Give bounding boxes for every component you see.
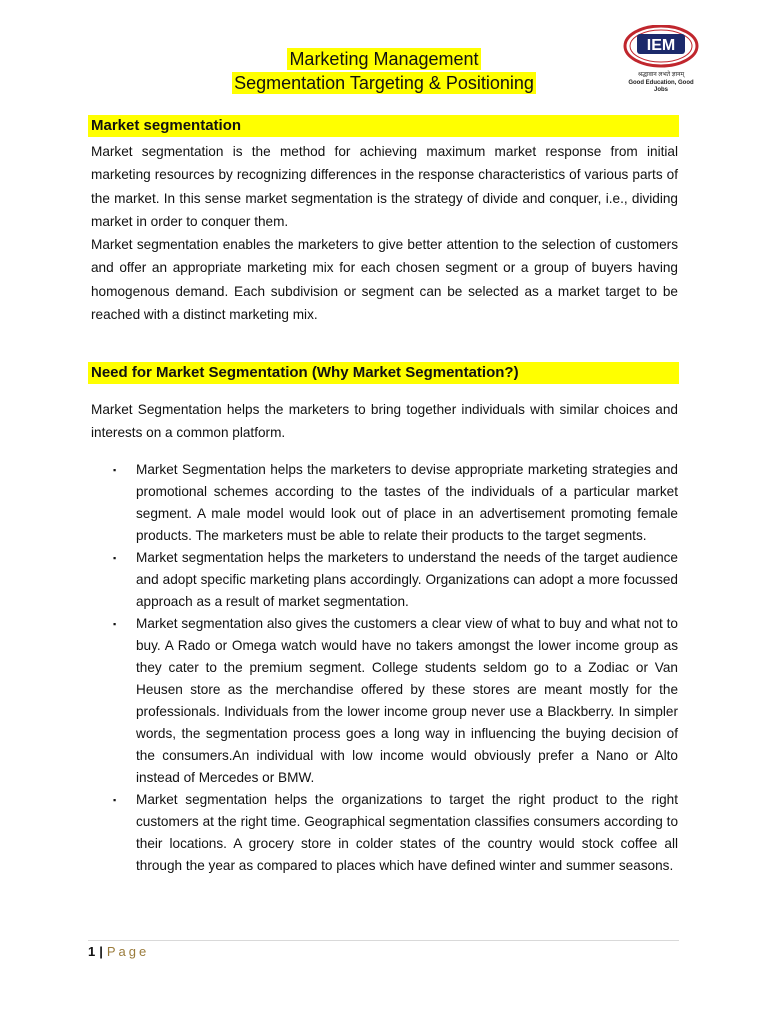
bullet-marker: ▪ [113, 795, 117, 805]
paragraph-need-intro: Market Segmentation helps the marketers to bring together individuals with similar choices and interests on a common platform. [91, 402, 678, 441]
logo-acronym: IEM [646, 37, 676, 54]
page-label: Page [106, 944, 150, 959]
paragraph-definition: Market segmentation is the method for achieving maximum market response from initial marketing resources by recognizing differences in the response characteristics of various parts of the market. In this sense market segmentation is the strategy of divide and conquer, i.e., dividing market in order to conquer them. [91, 144, 678, 229]
need-bullet-list [91, 459, 678, 877]
list-item [91, 547, 678, 613]
bullet-text: Market segmentation also gives the customers a clear view of what to buy and what not to buy. A Rado or Omega watch would have no takers amongst the lower income group as they cater to the premium segment. College students seldom go to a Zodiac or Van Heusen store as the merchandise offered by these stores are meant mostly for the professionals. Individuals from the lower income group never use a Blackberry. In simpler words, the segmentation process goes a long way in influencing the buying decision of the consumers.An individual with low income would obviously prefer a Nano or Alto instead of Mercedes or BMW. [136, 616, 678, 785]
page-number: 1 [88, 944, 96, 959]
logo-tagline-hindi: श्रद्धावान लभते ज्ञानम् [637, 72, 685, 78]
bullet-text: Market segmentation helps the organizations to target the right product to the right customers at the right time. Geographical segmentation classifies consumers according to their locations. A grocery store in colder states of the country would stock coffee all through the year as compared to places which have defined winter and summer seasons. [136, 792, 678, 873]
bullet-text: Market Segmentation helps the marketers to devise appropriate marketing strategies and promotional schemes according to the tastes of the individuals of a particular market segment. A male model would look out of place in an advertisement promoting female products. The marketers must be able to relate their products to the target segments. [136, 462, 678, 543]
page-footer [88, 943, 149, 961]
bullet-text: Market segmentation helps the marketers to understand the needs of the target audience and adopt specific marketing plans accordingly. Organizations can adopt a more focussed approach as a result of market segmentation. [136, 550, 678, 609]
bullet-marker: ▪ [113, 619, 117, 629]
list-item [91, 459, 678, 547]
list-item [91, 789, 678, 877]
heading-need-for-segmentation: Need for Market Segmentation (Why Market Segmentation?) [88, 362, 679, 384]
bullet-marker: ▪ [113, 553, 117, 563]
logo-tagline-english: Good Education, Good Jobs [628, 80, 694, 93]
footer-divider [88, 940, 679, 941]
bullet-marker: ▪ [113, 465, 117, 475]
footer-separator: | [99, 944, 103, 959]
title-line-1: Marketing Management [289, 49, 479, 69]
heading-market-segmentation: Market segmentation [88, 115, 679, 137]
iem-logo-emblem [623, 25, 699, 71]
list-item [91, 613, 678, 789]
iem-logo [623, 25, 699, 93]
paragraph-benefits: Market segmentation enables the marketers to give better attention to the selection of customers and offer an appropriate marketing mix for each chosen segment or a group of buyers having homogenous demand. Each subdivision or segment can be selected as a market target to be reached with a distinct marketing mix. [91, 237, 678, 322]
title-line-2: Segmentation Targeting & Positioning [234, 73, 534, 93]
